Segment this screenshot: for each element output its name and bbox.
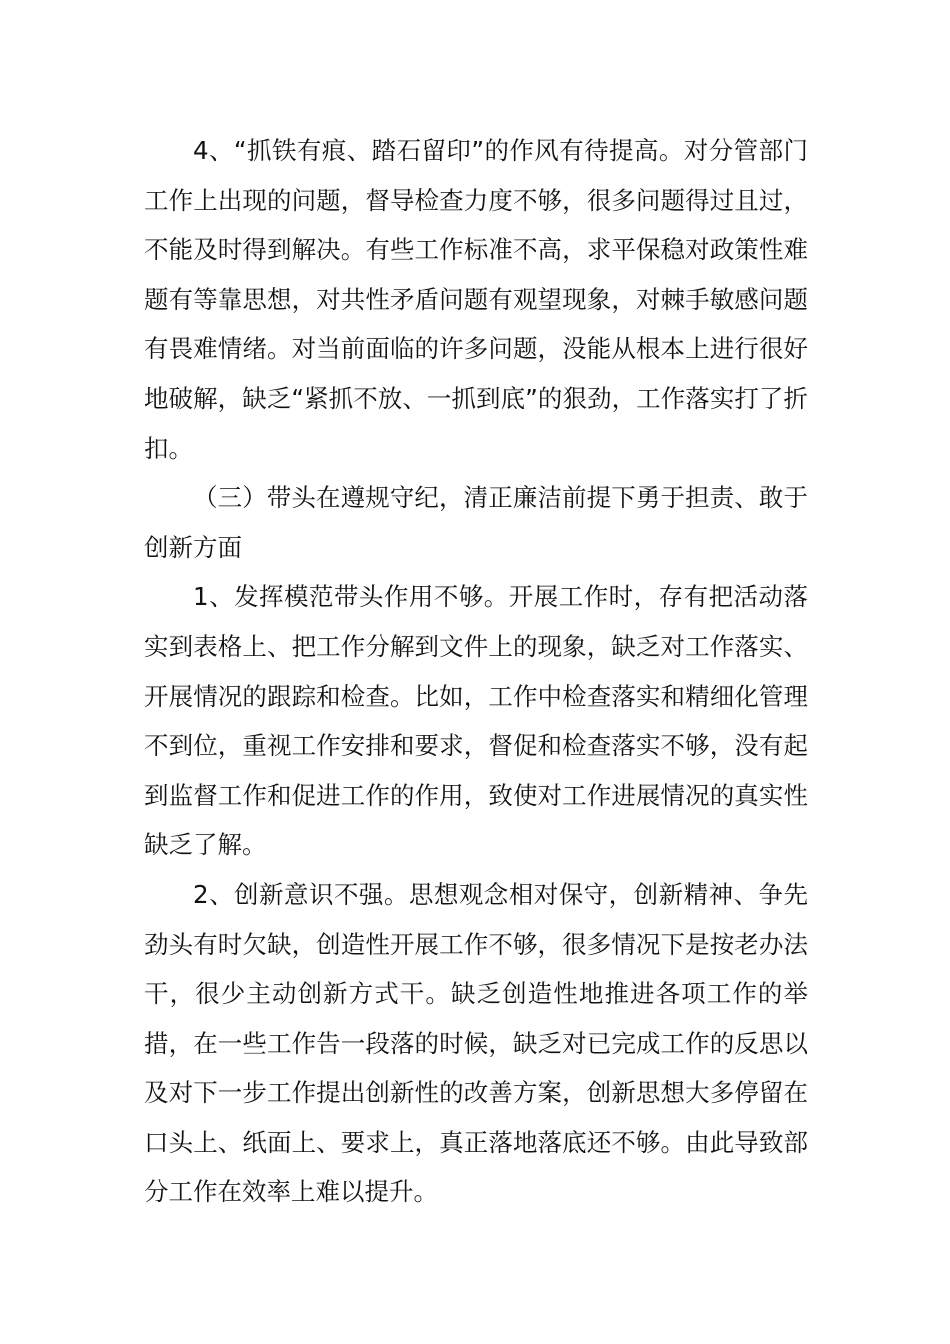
document-body <box>144 126 808 1217</box>
paragraph-item-1-leading-role: 1、发挥模范带头作用不够。开展工作时，存有把活动落实到表格上、把工作分解到文件上的现象，缺乏对工作落实、开展情况的跟踪和检查。比如，工作中检查落实和精细化管理不到位，重视工作安排和要求，督促和检查落实不够，没有起到监督工作和促进工作的作用，致使对工作进展情况的真实性缺乏了解。 <box>144 582 808 860</box>
section-heading-three: （三）带头在遵规守纪，清正廉洁前提下勇于担责、敢于创新方面 <box>144 483 808 562</box>
paragraph-item-4-work-style: 4、“抓铁有痕、踏石留印”的作风有待提高。对分管部门工作上出现的问题，督导检查力度不够，很多问题得过且过，不能及时得到解决。有些工作标准不高，求平保稳对政策性难题有等靠思想，对共性矛盾问题有观望现象，对棘手敏感问题有畏难情绪。对当前面临的许多问题，没能从根本上进行很好地破解，缺乏“紧抓不放、一抓到底”的狠劲，工作落实打了折扣。 <box>144 136 808 463</box>
paragraph-item-2-innovation: 2、创新意识不强。思想观念相对保守，创新精神、争先劲头有时欠缺，创造性开展工作不够，很多情况下是按老办法干，很少主动创新方式干。缺乏创造性地推进各项工作的举措，在一些工作告一段落的时候，缺乏对已完成工作的反思以及对下一步工作提出创新性的改善方案，创新思想大多停留在口头上、纸面上、要求上，真正落地落底还不够。由此导致部分工作在效率上难以提升。 <box>144 879 808 1207</box>
